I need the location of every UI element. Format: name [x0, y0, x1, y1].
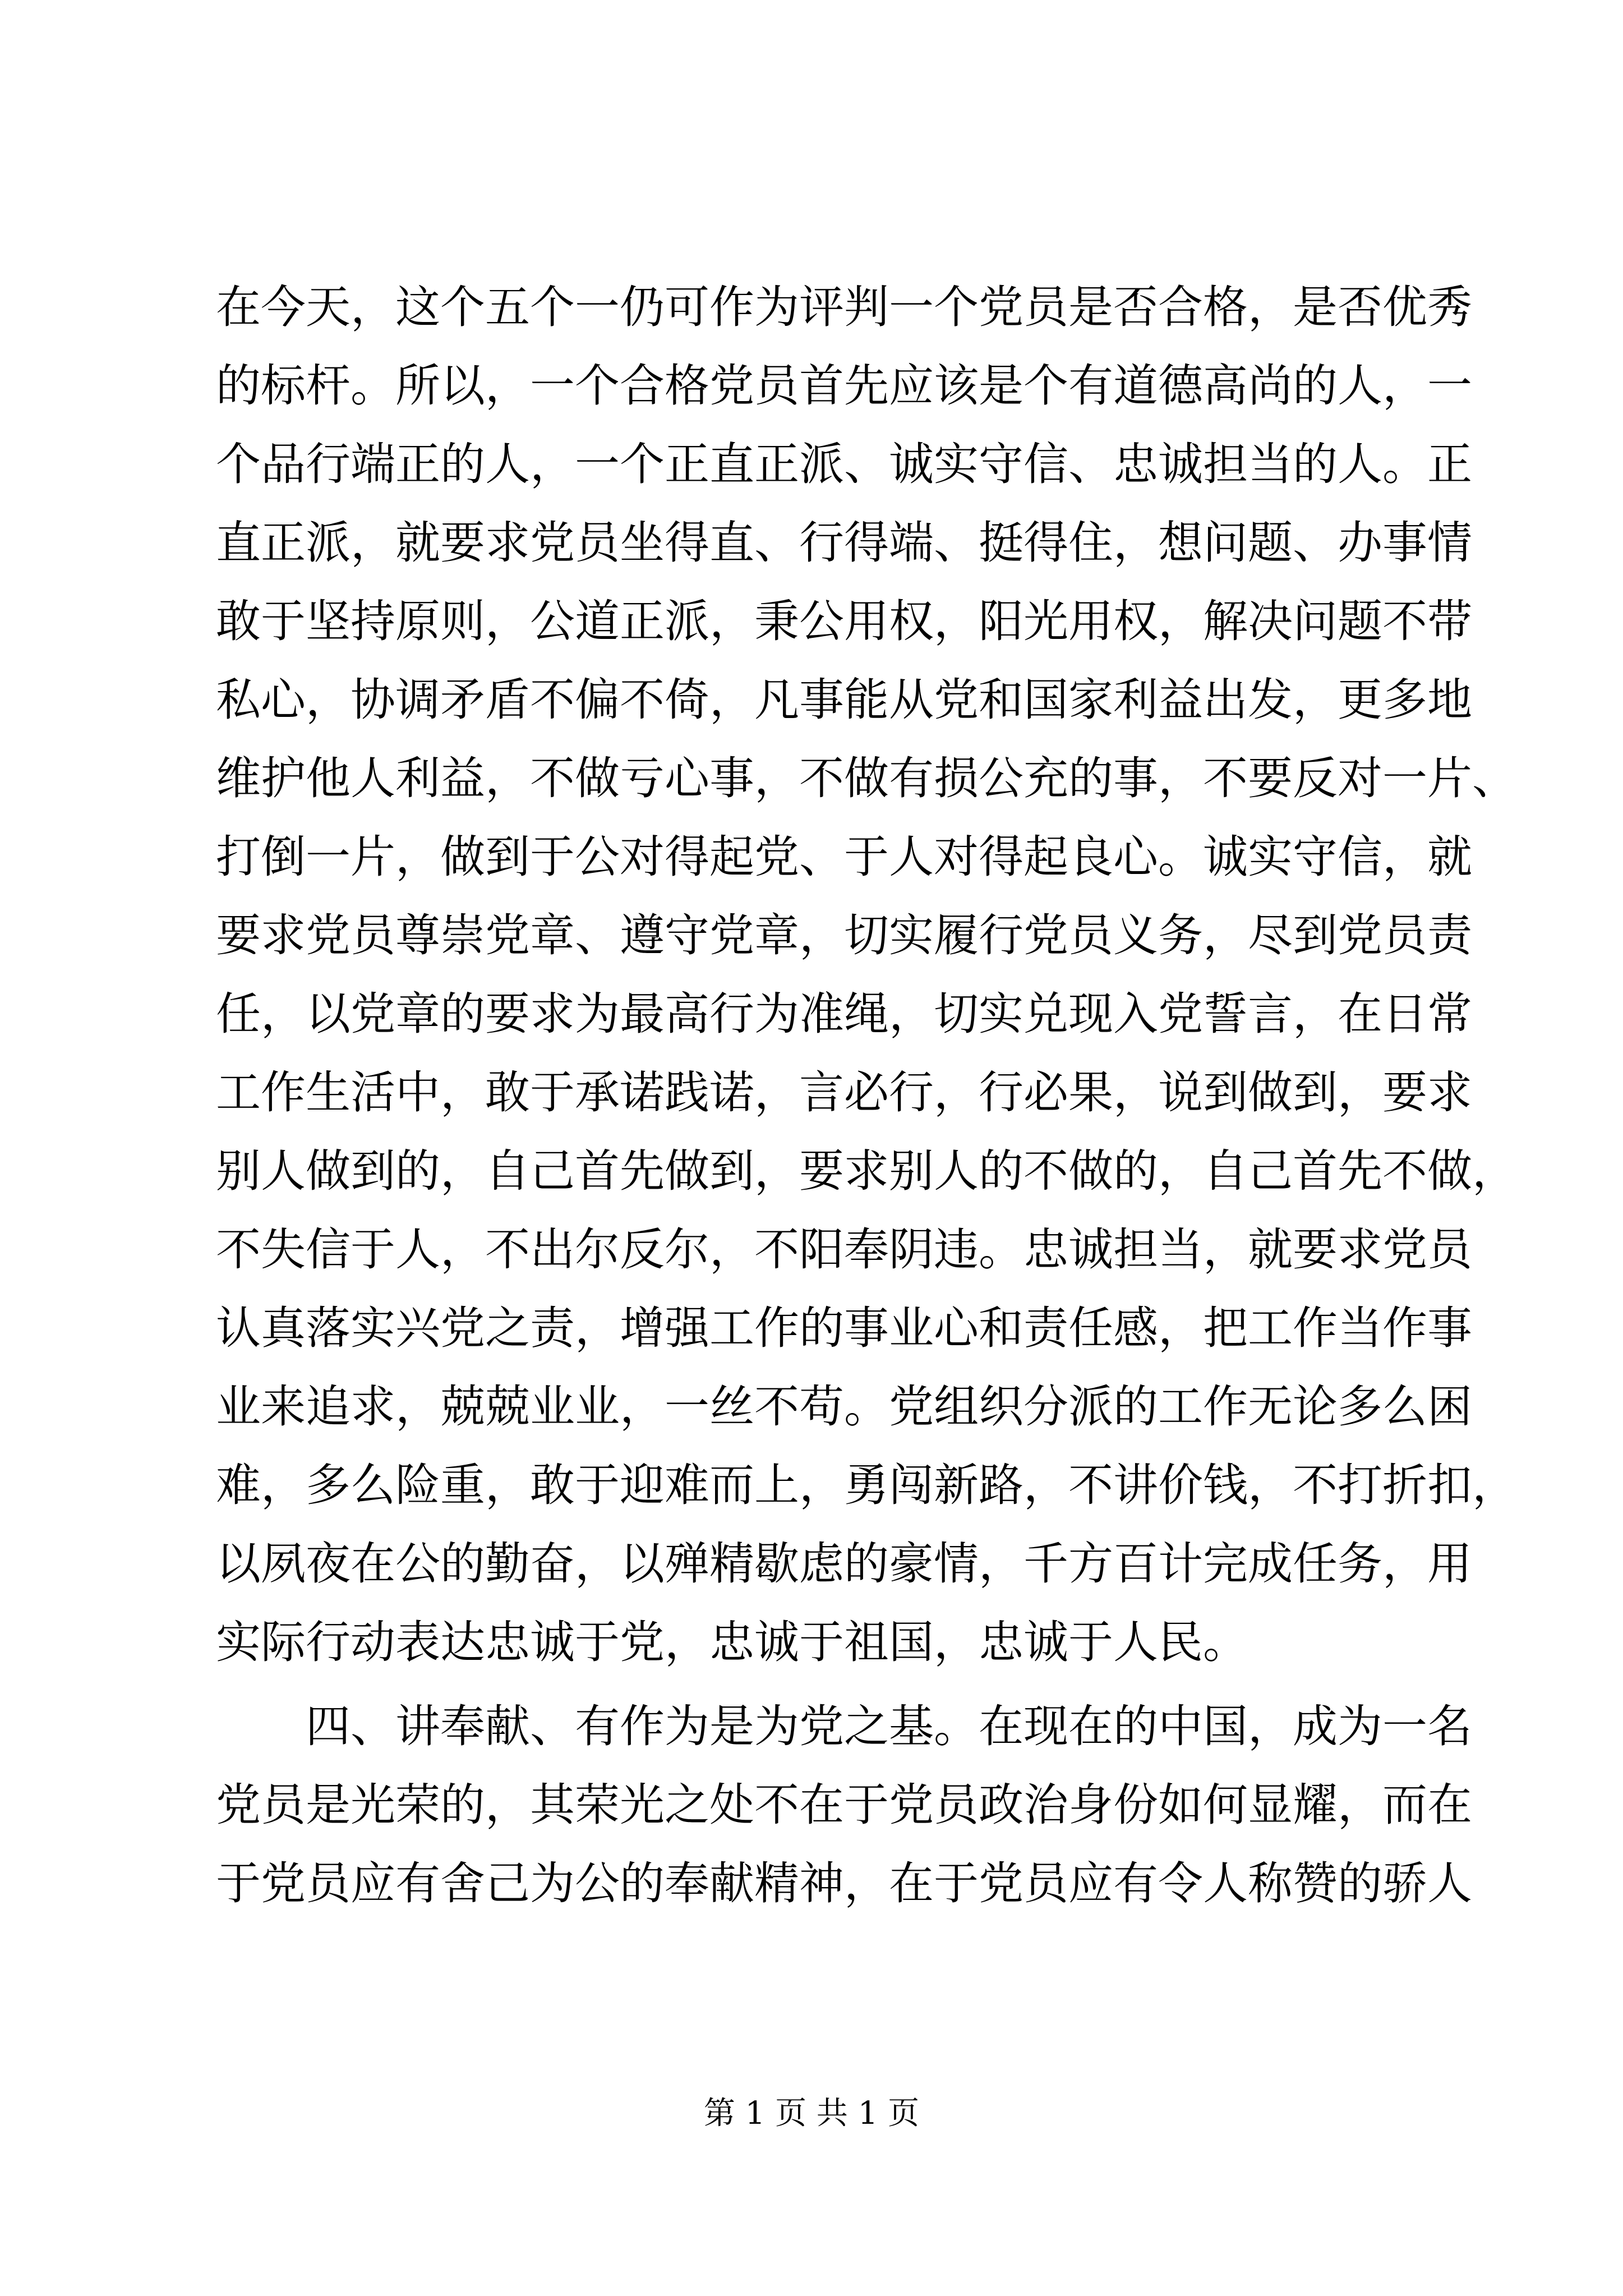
text-line: 难，多么险重，敢于迎难而上，勇闯新路，不讲价钱，不打折扣， [216, 1459, 1517, 1511]
text-line: 个品行端正的人，一个正直正派、诚实守信、忠诚担当的人。正 [216, 438, 1472, 490]
text-line: 业来追求，兢兢业业，一丝不苟。党组织分派的工作无论多么困 [216, 1381, 1472, 1433]
page-number-footer: 第 1 页 共 1 页 [703, 2095, 920, 2132]
text-line: 私心，协调矛盾不偏不倚，凡事能从党和国家利益出发，更多地 [216, 674, 1472, 726]
text-line: 别人做到的，自己首先做到，要求别人的不做的，自己首先不做， [216, 1145, 1517, 1197]
text-line: 的标杆。所以，一个合格党员首先应该是个有道德高尚的人，一 [216, 360, 1472, 412]
text-line: 在今天，这个五个一仍可作为评判一个党员是否合格，是否优秀 [216, 281, 1472, 333]
text-line: 打倒一片，做到于公对得起党、于人对得起良心。诚实守信，就 [216, 831, 1472, 883]
text-line: 于党员应有舍己为公的奉献精神，在于党员应有令人称赞的骄人 [216, 1857, 1472, 1910]
text-line: 四、讲奉献、有作为是为党之基。在现在的中国，成为一名 [306, 1700, 1472, 1752]
text-line: 维护他人利益，不做亏心事，不做有损公充的事，不要反对一片、 [216, 752, 1517, 804]
text-line: 任，以党章的要求为最高行为准绳，切实兑现入党誓言，在日常 [216, 988, 1472, 1040]
text-line: 敢于坚持原则，公道正派，秉公用权，阳光用权，解决问题不带 [216, 595, 1472, 647]
text-line: 直正派，就要求党员坐得直、行得端、挺得住，想问题、办事情 [216, 517, 1472, 569]
text-line: 要求党员尊崇党章、遵守党章，切实履行党员义务，尽到党员责 [216, 909, 1472, 961]
text-line: 实际行动表达忠诚于党，忠诚于祖国，忠诚于人民。 [216, 1616, 1248, 1668]
text-line: 工作生活中，敢于承诺践诺，言必行，行必果，说到做到，要求 [216, 1066, 1472, 1119]
text-line: 不失信于人，不出尔反尔，不阳奉阴违。忠诚担当，就要求党员 [216, 1223, 1472, 1276]
text-line: 以夙夜在公的勤奋，以殚精歇虑的豪情，千方百计完成任务，用 [216, 1538, 1472, 1590]
text-line: 党员是光荣的，其荣光之处不在于党员政治身份如何显耀，而在 [216, 1779, 1472, 1831]
text-line: 认真落实兴党之责，增强工作的事业心和责任感，把工作当作事 [216, 1302, 1472, 1354]
